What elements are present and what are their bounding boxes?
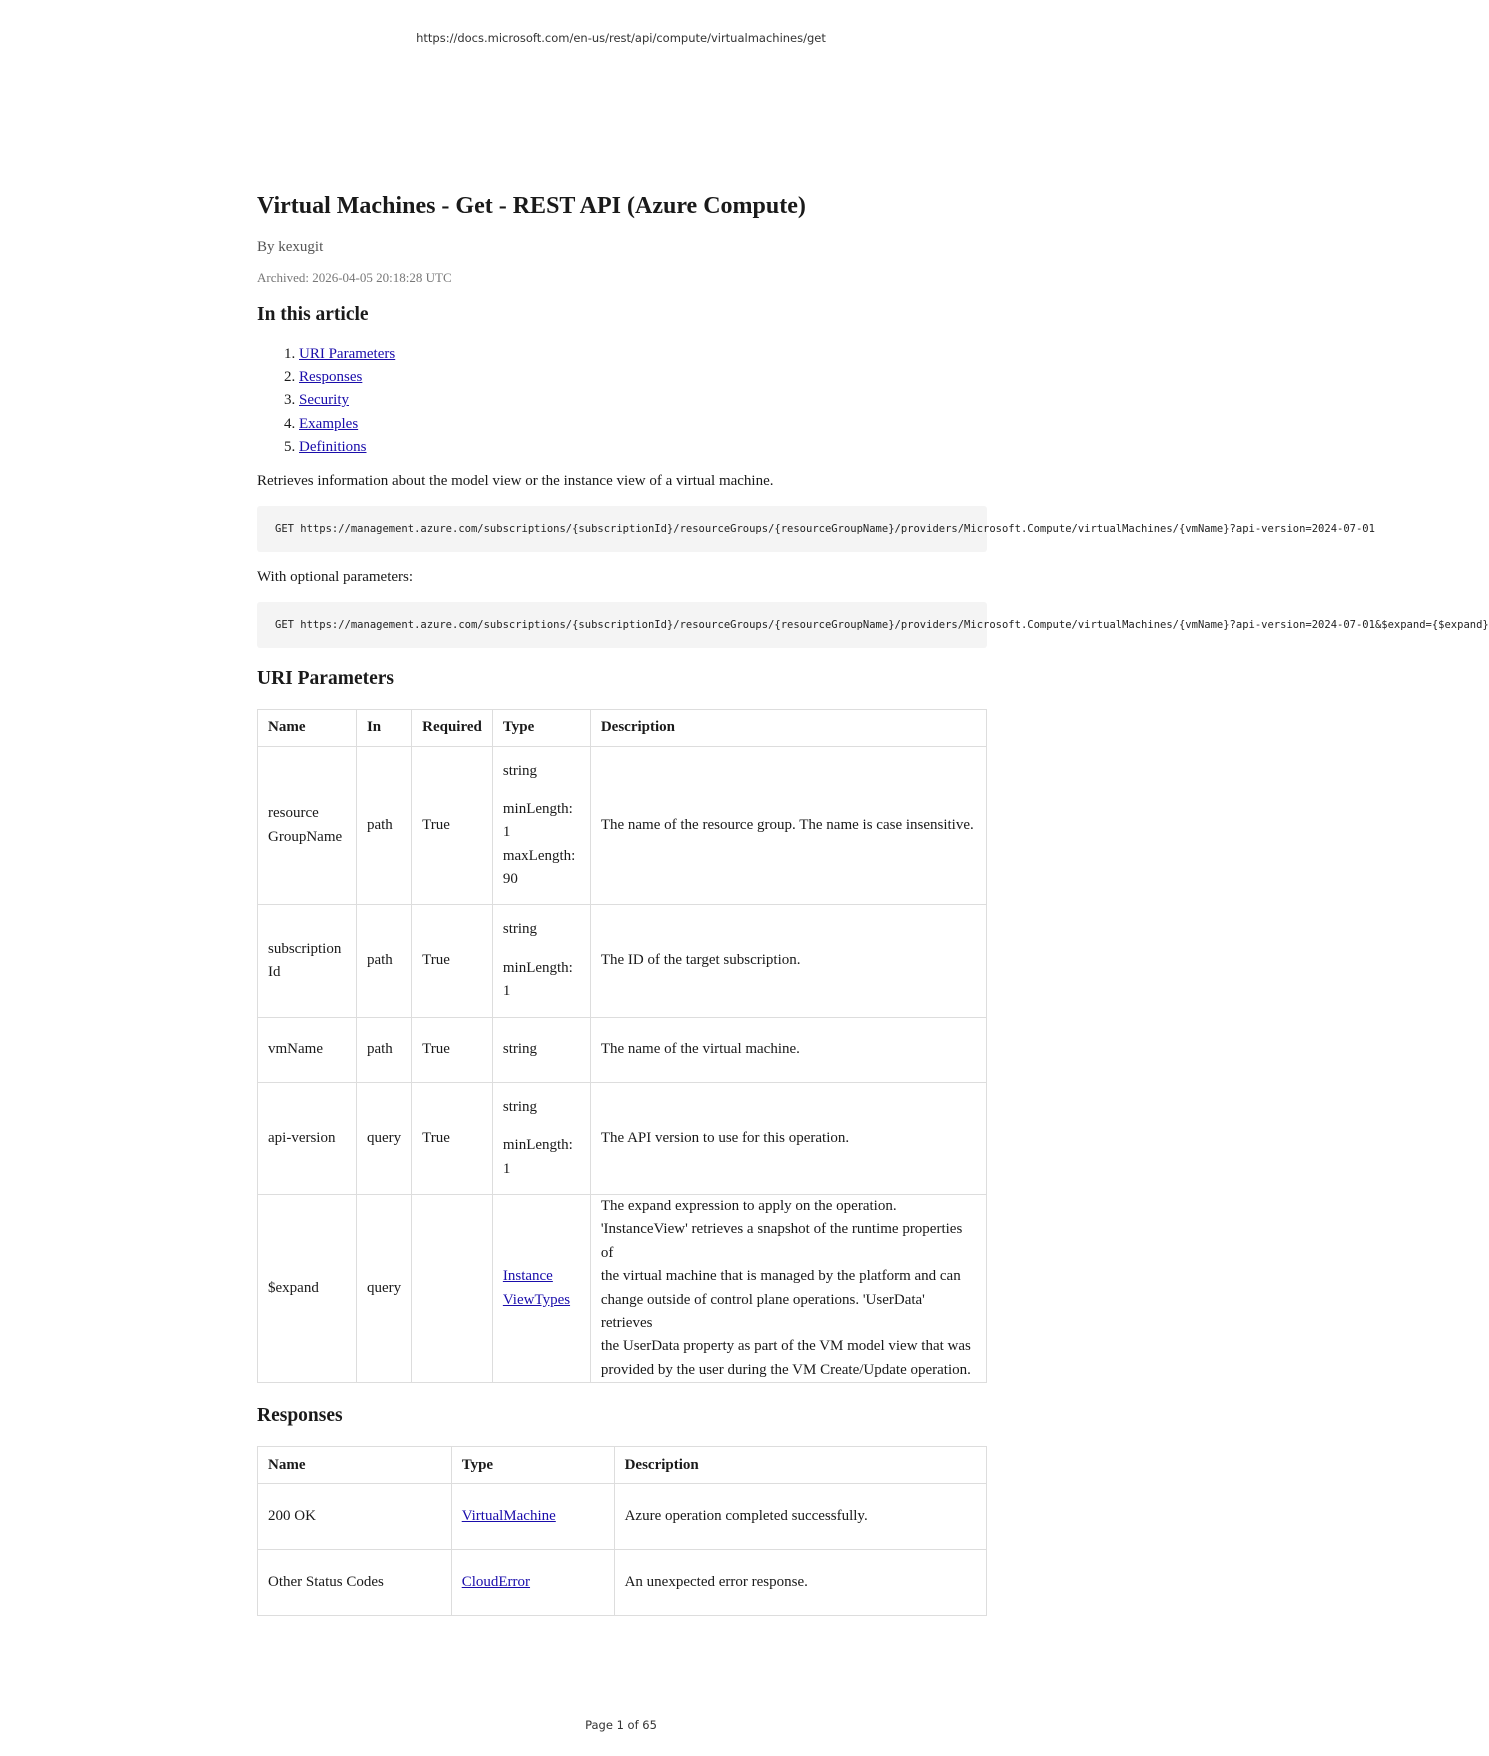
param-required: True [412,905,493,1018]
param-required [412,1195,493,1383]
param-in: query [356,1195,411,1383]
column-header-type: Type [492,710,590,747]
toc-heading: In this article [257,304,369,325]
toc-link-security[interactable]: Security [299,392,349,409]
param-in: path [356,1018,411,1083]
toc-item [299,366,987,389]
param-description: The expand expression to apply on the operation. 'InstanceView' retrieves a snapshot of the runtime properties of the virtual machine that is managed by the platform and can change outside of control plane operations. 'UserData' retrieves the UserData property as part of the VM model view that was provided by the user during the VM Create/Update operation. [590,1195,986,1383]
table-row [258,1083,987,1195]
param-name: api-version [258,1083,357,1195]
param-name: resource GroupName [258,747,357,905]
param-name: $expand [258,1195,357,1383]
param-description: The name of the resource group. The name is case insensitive. [590,747,986,905]
toc-item [299,389,987,412]
response-type [451,1550,614,1616]
responses-table [257,1446,987,1616]
table-header-row [258,710,987,747]
response-type [451,1484,614,1550]
instance-view-types-link[interactable]: Instance ViewTypes [502,1268,571,1308]
param-in: query [356,1083,411,1195]
column-header-required: Required [412,710,493,747]
toc-link-examples[interactable]: Examples [299,415,359,432]
column-header-name: Name [258,1447,452,1484]
table-row [258,747,987,905]
param-name: vmName [258,1018,357,1083]
toc-link-uri-parameters[interactable]: URI Parameters [299,346,396,362]
toc-link-responses[interactable]: Responses [299,369,363,386]
table-row [258,1018,987,1083]
param-description: The ID of the target subscription. [590,905,986,1018]
article-content [257,190,1489,1616]
author-byline: By kexugit [257,239,324,255]
param-required: True [412,747,493,905]
virtual-machine-link[interactable]: VirtualMachine [461,1508,556,1525]
page-url-header: https://docs.microsoft.com/en-us/rest/api/compute/virtualmachines/get [416,31,826,45]
response-description: An unexpected error response. [614,1550,986,1616]
toc-item [299,413,987,436]
uri-parameters-table [257,709,987,1383]
column-header-description: Description [590,710,986,747]
param-type: string [492,1018,590,1083]
optional-params-label: With optional parameters: [257,569,414,586]
uri-parameters-heading: URI Parameters [257,668,394,690]
archived-timestamp: Archived: 2026-04-05 20:18:28 UTC [257,270,452,285]
param-description: The API version to use for this operation. [590,1083,986,1195]
responses-heading: Responses [257,1405,343,1427]
toc-item [299,343,987,366]
page-title: Virtual Machines - Get - REST API (Azure Compute) [257,193,806,219]
table-row [258,905,987,1018]
table-row [258,1195,987,1383]
request-optional-code-block: GET https://management.azure.com/subscriptions/{subscriptionId}/resourceGroups/{resourceGroupName}/providers/Microsoft.Compute/virtualMachines/{vmName}?api-version=2024-07-01&$expand={$expand} [257,602,987,648]
intro-text: Retrieves information about the model view or the instance view of a virtual machine. [257,473,774,490]
response-name: 200 OK [258,1484,452,1550]
response-description: Azure operation completed successfully. [614,1484,986,1550]
column-header-description: Description [614,1447,986,1484]
param-type: string minLength: 1 [492,1083,590,1195]
param-type: string minLength: 1 [492,905,590,1018]
response-name: Other Status Codes [258,1550,452,1616]
table-row [258,1484,987,1550]
toc-link-definitions[interactable]: Definitions [299,438,367,455]
column-header-name: Name [258,710,357,747]
param-required: True [412,1018,493,1083]
toc-item [299,436,987,459]
param-description: The name of the virtual machine. [590,1018,986,1083]
cloud-error-link[interactable]: CloudError [461,1574,531,1591]
param-type: string minLength: 1 maxLength: 90 [492,747,590,905]
column-header-type: Type [451,1447,614,1484]
column-header-in: In [356,710,411,747]
table-header-row [258,1447,987,1484]
param-in: path [356,905,411,1018]
request-code-block: GET https://management.azure.com/subscriptions/{subscriptionId}/resourceGroups/{resourceGroupName}/providers/Microsoft.Compute/virtualMachines/{vmName}?api-version=2024-07-01 [257,506,987,552]
param-type [492,1195,590,1383]
param-required: True [412,1083,493,1195]
table-of-contents [257,343,987,459]
table-row [258,1550,987,1616]
page-number-footer: Page 1 of 65 [585,1718,657,1732]
param-name: subscription Id [258,905,357,1018]
param-in: path [356,747,411,905]
